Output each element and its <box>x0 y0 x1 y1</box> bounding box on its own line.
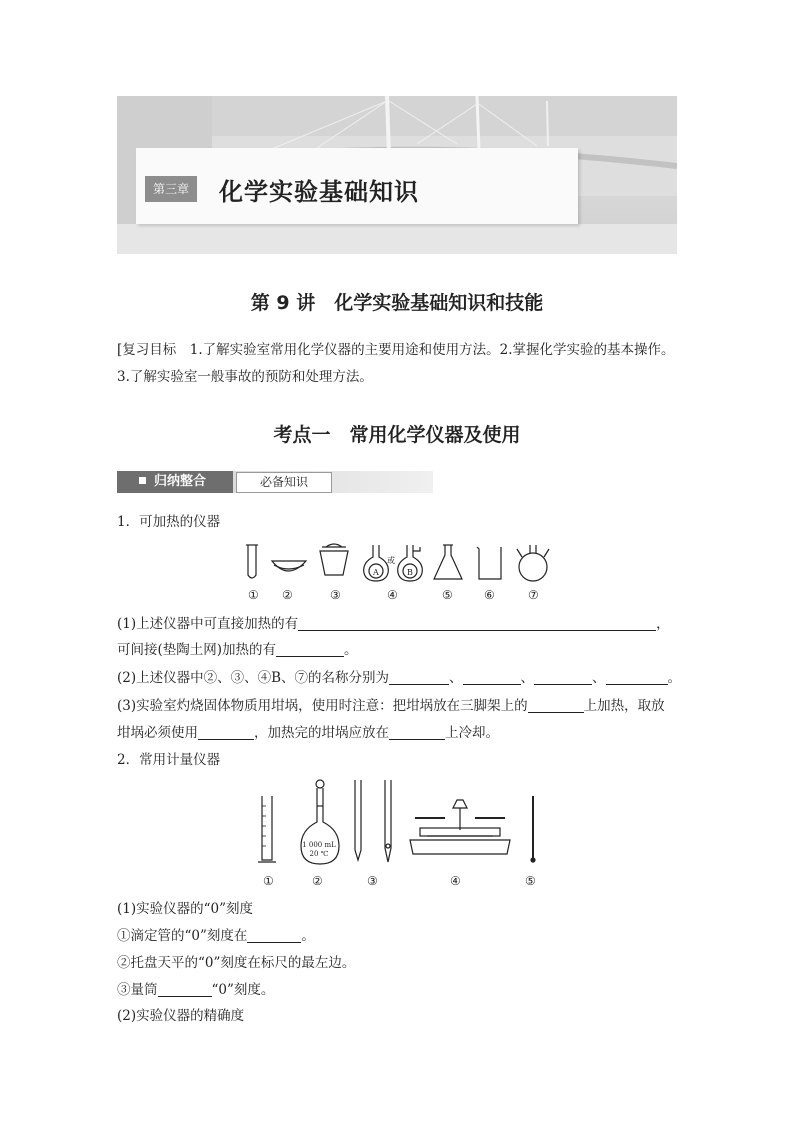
chapter-badge: 第三章 <box>145 176 197 202</box>
question-3a <box>117 696 665 716</box>
flask-capacity: 1 000 mL <box>302 841 336 849</box>
item-1a-text: ①滴定管的“0”刻度在 <box>117 928 248 944</box>
question-1a-text: (1)上述仪器中可直接加热的有 <box>117 616 299 632</box>
question-1b <box>117 640 358 660</box>
section-tag-right: 必备知识 <box>236 472 332 493</box>
balance-icon <box>410 800 510 854</box>
question-3b-text3: 上冷却。 <box>445 725 499 741</box>
section-tag-left <box>117 471 233 493</box>
question-3a-text: (3)实验室灼烧固体物质用坩埚，使用时注意：把坩埚放在三脚架上的 <box>117 698 528 714</box>
square-icon <box>139 477 146 484</box>
question-1a <box>117 614 670 634</box>
flask-a-letter: A <box>373 568 379 577</box>
fig1-label-6: ⑥ <box>484 588 495 602</box>
fig1-label-5: ⑤ <box>442 588 453 602</box>
fig2-label-5: ⑤ <box>525 874 536 888</box>
conical-flask-icon <box>434 545 462 579</box>
fig2-label-1: ① <box>263 874 274 888</box>
fig1-label-3: ③ <box>330 588 341 602</box>
tag-left-label: 归纳整合 <box>154 474 207 489</box>
test-tube-icon <box>246 545 258 578</box>
flask-temperature: 20 ℃ <box>309 850 329 858</box>
fig1-label-2: ② <box>282 588 293 602</box>
part2-heading: 2．常用计量仪器 <box>117 752 221 768</box>
section-title: 考点一 常用化学仪器及使用 <box>273 424 521 446</box>
item-1a <box>117 926 315 946</box>
item-1c-text2: “0”刻度。 <box>211 982 275 998</box>
answer-blank[interactable] <box>389 670 449 685</box>
graduated-cylinder-icon <box>258 796 276 862</box>
burette-icon <box>355 780 391 862</box>
punct: 、 <box>449 670 463 686</box>
flask-label <box>300 841 338 859</box>
part1-heading: 1．可加热的仪器 <box>117 514 221 530</box>
item-1c-text: ③量筒 <box>117 982 158 998</box>
thermometer-icon <box>531 796 535 862</box>
answer-blank[interactable] <box>247 928 301 943</box>
fig1-label-4: ④ <box>387 588 398 602</box>
question-3b-text: 坩埚必须使用 <box>117 725 198 741</box>
fig2-label-4: ④ <box>450 874 461 888</box>
question-2 <box>117 668 681 688</box>
fig1-label-7: ⑦ <box>528 588 539 602</box>
evaporating-dish-icon <box>272 561 306 571</box>
punct: 、 <box>520 670 535 686</box>
question-2-text: (2)上述仪器中②、③、④B、⑦的名称分别为 <box>117 670 390 686</box>
or-label: 或 <box>387 556 395 565</box>
heatable-instruments-figure <box>240 541 560 585</box>
lecture-title: 第 9 讲 化学实验基础知识和技能 <box>250 292 544 314</box>
answer-blank[interactable] <box>158 982 212 997</box>
punct: 。 <box>667 670 682 686</box>
answer-blank[interactable] <box>534 670 592 685</box>
answer-blank[interactable] <box>298 616 656 631</box>
question-3a-text2: 上加热，取放 <box>583 698 665 714</box>
punct: 。 <box>301 928 315 944</box>
punct: 。 <box>344 642 358 658</box>
question-3b-text2: ，加热完的坩埚应放在 <box>254 725 389 741</box>
subsection-2: (2)实验仪器的精确度 <box>117 1008 245 1024</box>
fig2-label-3: ③ <box>367 874 378 888</box>
chapter-title: 化学实验基础知识 <box>219 178 419 206</box>
answer-blank[interactable] <box>463 670 521 685</box>
punct: ， <box>656 616 670 632</box>
item-1c <box>117 980 274 1000</box>
subsection-1: (1)实验仪器的“0”刻度 <box>117 901 254 917</box>
beaker-icon <box>477 547 501 579</box>
question-1b-text: 可间接(垫陶土网)加热的有 <box>117 642 277 658</box>
answer-blank[interactable] <box>198 725 254 740</box>
answer-blank[interactable] <box>276 642 344 657</box>
crucible-icon <box>320 544 348 575</box>
answer-blank[interactable] <box>528 698 584 713</box>
objectives-line-1: [复习目标 1.了解实验室常用化学仪器的主要用途和使用方法。2.掌握化学实验的基本操作。 <box>117 342 675 358</box>
punct: 、 <box>592 670 606 686</box>
answer-blank[interactable] <box>606 670 668 685</box>
fig2-label-2: ② <box>312 874 323 888</box>
answer-blank[interactable] <box>389 725 445 740</box>
flask-b-letter: B <box>407 568 413 577</box>
fig1-label-1: ① <box>248 588 259 602</box>
three-neck-flask-icon <box>517 545 549 581</box>
item-1b: ②托盘天平的“0”刻度在标尺的最左边。 <box>117 955 356 971</box>
question-3b <box>117 723 499 743</box>
objectives-line-2: 3.了解实验室一般事故的预防和处理方法。 <box>117 369 373 385</box>
